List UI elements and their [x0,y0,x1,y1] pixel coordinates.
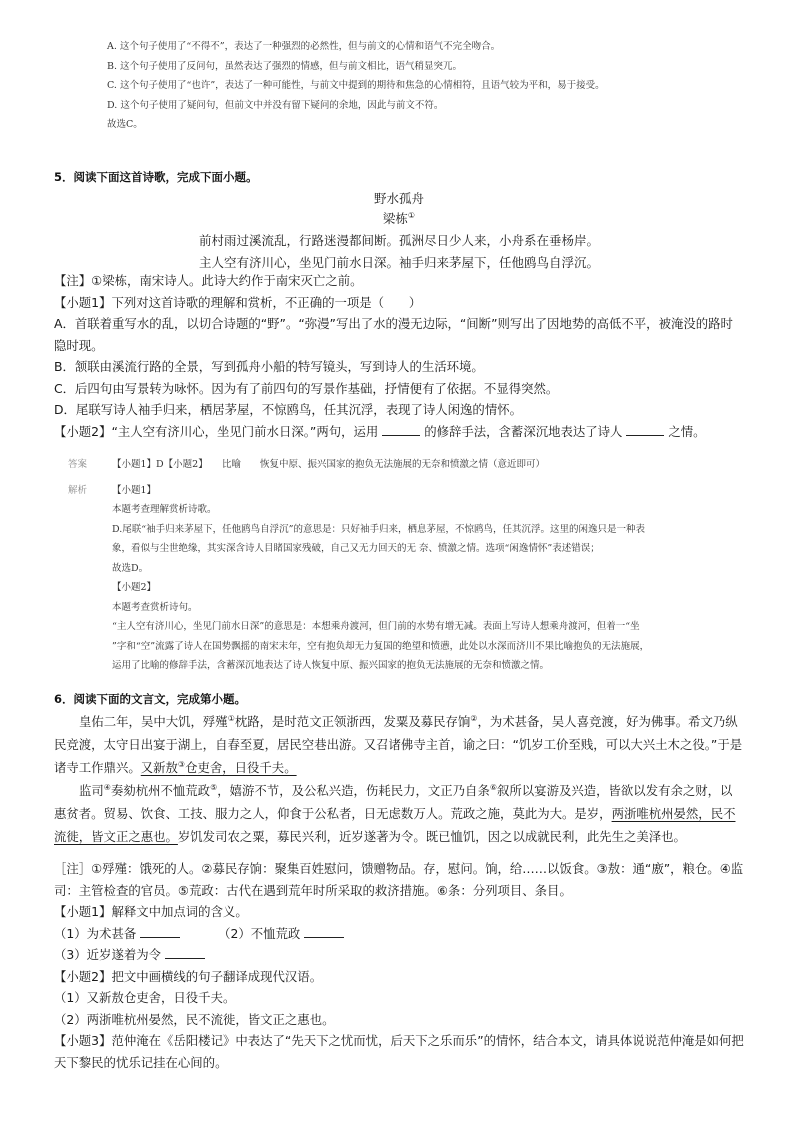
analysis-label: 解析 [68,484,88,496]
classical-note-line-2: 司：主管检查的官员。⑤荒政：古代在遇到荒年时所采取的救济措施。⑥条：分列项目、条目。 [54,882,572,898]
q5-sub2-pre: 【小题2】“主人空有济川心，坐见门前水日深。”两句，运用 [54,423,379,439]
question-6-subquestions [54,858,744,1073]
q6-sub1-item-3: （3）近岁遂着为令 [54,947,162,962]
text-run: 叙所以宴游及兴造，皆欲以发有余之财，以惠贫者。贸易、饮食、工技、服力之人，仰食于公私者，日无虑数万人。荒政之施，莫此为大。是岁， [54,783,733,821]
option-d-explanation: D. 这个句子使用了疑问句，但前文中并没有留下疑问的余地，因此与前文不符。 [107,99,444,111]
option-c-explanation: C. 这个句子使用了“也许”，表达了一种可能性，与前文中提到的期待和焦急的心情相符，且语气较为平和，易于接受。 [107,80,605,91]
analysis-line: ”字和“空”流露了诗人在国势飘摇的南宋末年，空有抱负却无力复国的绝望和愤懑，此处以水深而济川不果比喻抱负的无法施展， [112,640,650,652]
analysis-content [112,481,738,676]
analysis-line: D.尾联“袖手归来茅屋下，任他鸥鸟自浮沉”的意思是：只好袖手归来，栖息茅屋，不惊鸥鸟，任其沉浮。这里的闲逸只是一种表 [112,523,646,535]
note-marker: ② [470,713,478,723]
classical-text [54,710,744,848]
q5-answer-section [68,455,738,676]
q5-option-a: A．首联着重写水的乱，以切合诗题的“野”。“弥漫”写出了水的漫无边际，“间断”则写出了因地势的高低不平，被淹没的路时隐时现。 [54,316,733,353]
poem-line-1: 前村雨过溪流乱，行路迷漫都间断。孤洲尽日少人来，小舟系在垂杨岸。 [198,233,599,248]
text-run: ，为术甚备，吴人喜竞渡，好为佛事。希文乃纵民竞渡，太守日出宴于湖上，自春至夏，居民空巷出游。又召诸佛寺主首，谕之曰：“饥岁工价至贱，可以大兴土木之役。”于是诸寺工作鼎兴。 [54,714,743,775]
fill-blank-1[interactable] [382,423,420,436]
poem-author: 梁栋 [382,211,408,226]
analysis-line: 本题考查理解赏析诗歌。 [112,504,217,515]
note-marker: ① [227,713,235,723]
note-marker: ③ [177,759,186,769]
analysis-sub2-head: 【小题2】 [112,582,157,593]
underlined-sentence-2: 两浙唯杭州晏然，民不流徙，皆文正之惠也。 [54,806,736,844]
answer-row [68,455,738,475]
text-run: 监司 [79,783,104,798]
q6-sub1-item-1: （1）为术甚备 [54,925,137,941]
answer-label: 答案 [68,459,88,470]
note-marker: ⑥ [489,782,498,792]
q6-sub1-items-row-2 [54,944,744,966]
note-marker: ④ [103,782,111,792]
option-b-explanation: B. 这个句子使用了反问句，虽然表达了强烈的情感，但与前文相比，语气稍显突兀。 [107,60,463,72]
fill-blank-2[interactable] [626,423,664,436]
q6-sub3-line-2: 天下黎民的忧乐记挂在心间的。 [54,1054,228,1070]
q6-sub2-item-2: （2）两浙唯杭州晏然，民不流徙，皆文正之惠也。 [54,1011,335,1027]
classical-paragraph-1 [54,710,744,779]
previous-answer-options [107,37,747,135]
q5-sub2 [54,421,744,443]
underlined-sentence-1 [141,760,297,775]
option-a-explanation: A. 这个句子使用了“不得不”，表达了一种强烈的必然性，但与前文的心情和语气不完全吻合。 [107,41,501,52]
author-note-marker: ① [407,210,416,220]
question-5-heading: 5．阅读下面这首诗歌，完成下面小题。 [54,170,258,184]
fill-blank-4[interactable] [304,925,344,938]
q6-sub2-stem: 【小题2】把文中画横线的句子翻译成现代汉语。 [54,968,323,984]
poem-note: 【注】①梁栋，南宋诗人。此诗大约作于南宋灭亡之前。 [54,273,363,288]
analysis-row [68,481,738,676]
analysis-line: 故选D。 [112,562,149,574]
text-run: 奏劾杭州不恤荒政 [110,783,211,798]
q6-sub1-items-row [54,923,744,945]
q5-sub2-post: 之情。 [668,423,706,439]
q5-option-d: D．尾联写诗人袖手归来，栖居茅屋，不惊鸥鸟，任其沉浮，表现了诗人闲逸的情怀。 [54,402,522,417]
answer-conclusion: 故选C。 [107,119,143,130]
q6-sub1-stem: 【小题1】解释文中加点词的含义。 [54,904,248,919]
text-run: 又新敖 [140,760,178,775]
text-run: 枕路，是时范文正领浙西，发粟及募民存饷 [234,714,471,729]
analysis-line: 象，看似与尘世绝缘，其实深含诗人目睹国家残破，自己又无力回天的无 奈、愤激之情。选项“闲逸情怀”表述错误； [112,543,600,554]
text-run: ，嬉游不节，及公私兴造，伤耗民力，文正乃自条 [217,783,490,798]
q5-sub2-mid: 的修辞手法，含蓄深沉地表达了诗人 [424,423,623,439]
classical-paragraph-2 [54,779,744,848]
q6-sub3-line-1: 【小题3】范仲淹在《岳阳楼记》中表达了“先天下之忧而忧，后天下之乐而乐”的情怀，结合本文，请具体说说范仲淹是如何把 [54,1033,744,1048]
fill-blank-3[interactable] [140,925,180,938]
text-run: 岁饥发司农之粟，募民兴利，近岁遂著为令。既已恤饥，因之以成就民利，此先生之美泽也。 [177,829,686,844]
q6-sub2-item-1: （1）又新敖仓吏舍，日役千夫。 [54,990,236,1005]
q5-sub1-stem: 【小题1】下列对这首诗歌的理解和赏析，不正确的一项是（ ） [54,294,422,310]
question-6-heading: 6．阅读下面的文言文，完成第小题。 [54,692,246,706]
classical-note-line-1: ［注］①殍殣：饿死的人。②募民存饷：聚集百姓慰问，馈赠物品。存，慰问。饷，给……以饭食。③敖：通“廒”，粮仓。④监 [54,861,744,876]
poem-title: 野水孤舟 [373,191,424,206]
text-run: 仓吏舍，日役千夫。 [185,760,297,775]
analysis-line: 运用了比喻的修辞手法，含蓄深沉地表达了诗人恢复中原、振兴国家的抱负无法施展的无奈和愤激之情。 [112,660,550,671]
q5-option-b: B．颔联由溪流行路的全景，写到孤舟小船的特写镜头，写到诗人的生活环境。 [54,359,484,374]
analysis-line: 本题考查赏析诗句。 [112,601,198,613]
question-5-body [54,270,744,442]
analysis-line: “主人空有济川心，坐见门前水日深”的意思是：本想乘舟渡河，但门前的水势有增无减。表面上写诗人想乘舟渡河，但着一“坐 [112,621,640,632]
analysis-sub1-head: 【小题1】 [112,484,157,496]
q6-sub1-item-2: （2）不恤荒政 [218,925,301,941]
note-marker: ⑤ [210,782,218,792]
poem-author-line [54,209,744,229]
poem-block [54,189,744,273]
answer-text: 【小题1】D【小题2】 比喻 恢复中原、振兴国家的抱负无法施展的无奈和愤激之情（意近即可） [112,459,545,470]
q5-option-c: C．后四句由写景转为咏怀。因为有了前四句的写景作基础，抒情便有了依据。不显得突然。 [54,380,559,396]
text-run: 皇佑二年，吴中大饥，殍殣 [79,714,228,729]
poem-line-2: 主人空有济川心，坐见门前水日深。袖手归来茅屋下，任他鸥鸟自浮沉。 [198,255,599,270]
fill-blank-5[interactable] [165,946,205,959]
